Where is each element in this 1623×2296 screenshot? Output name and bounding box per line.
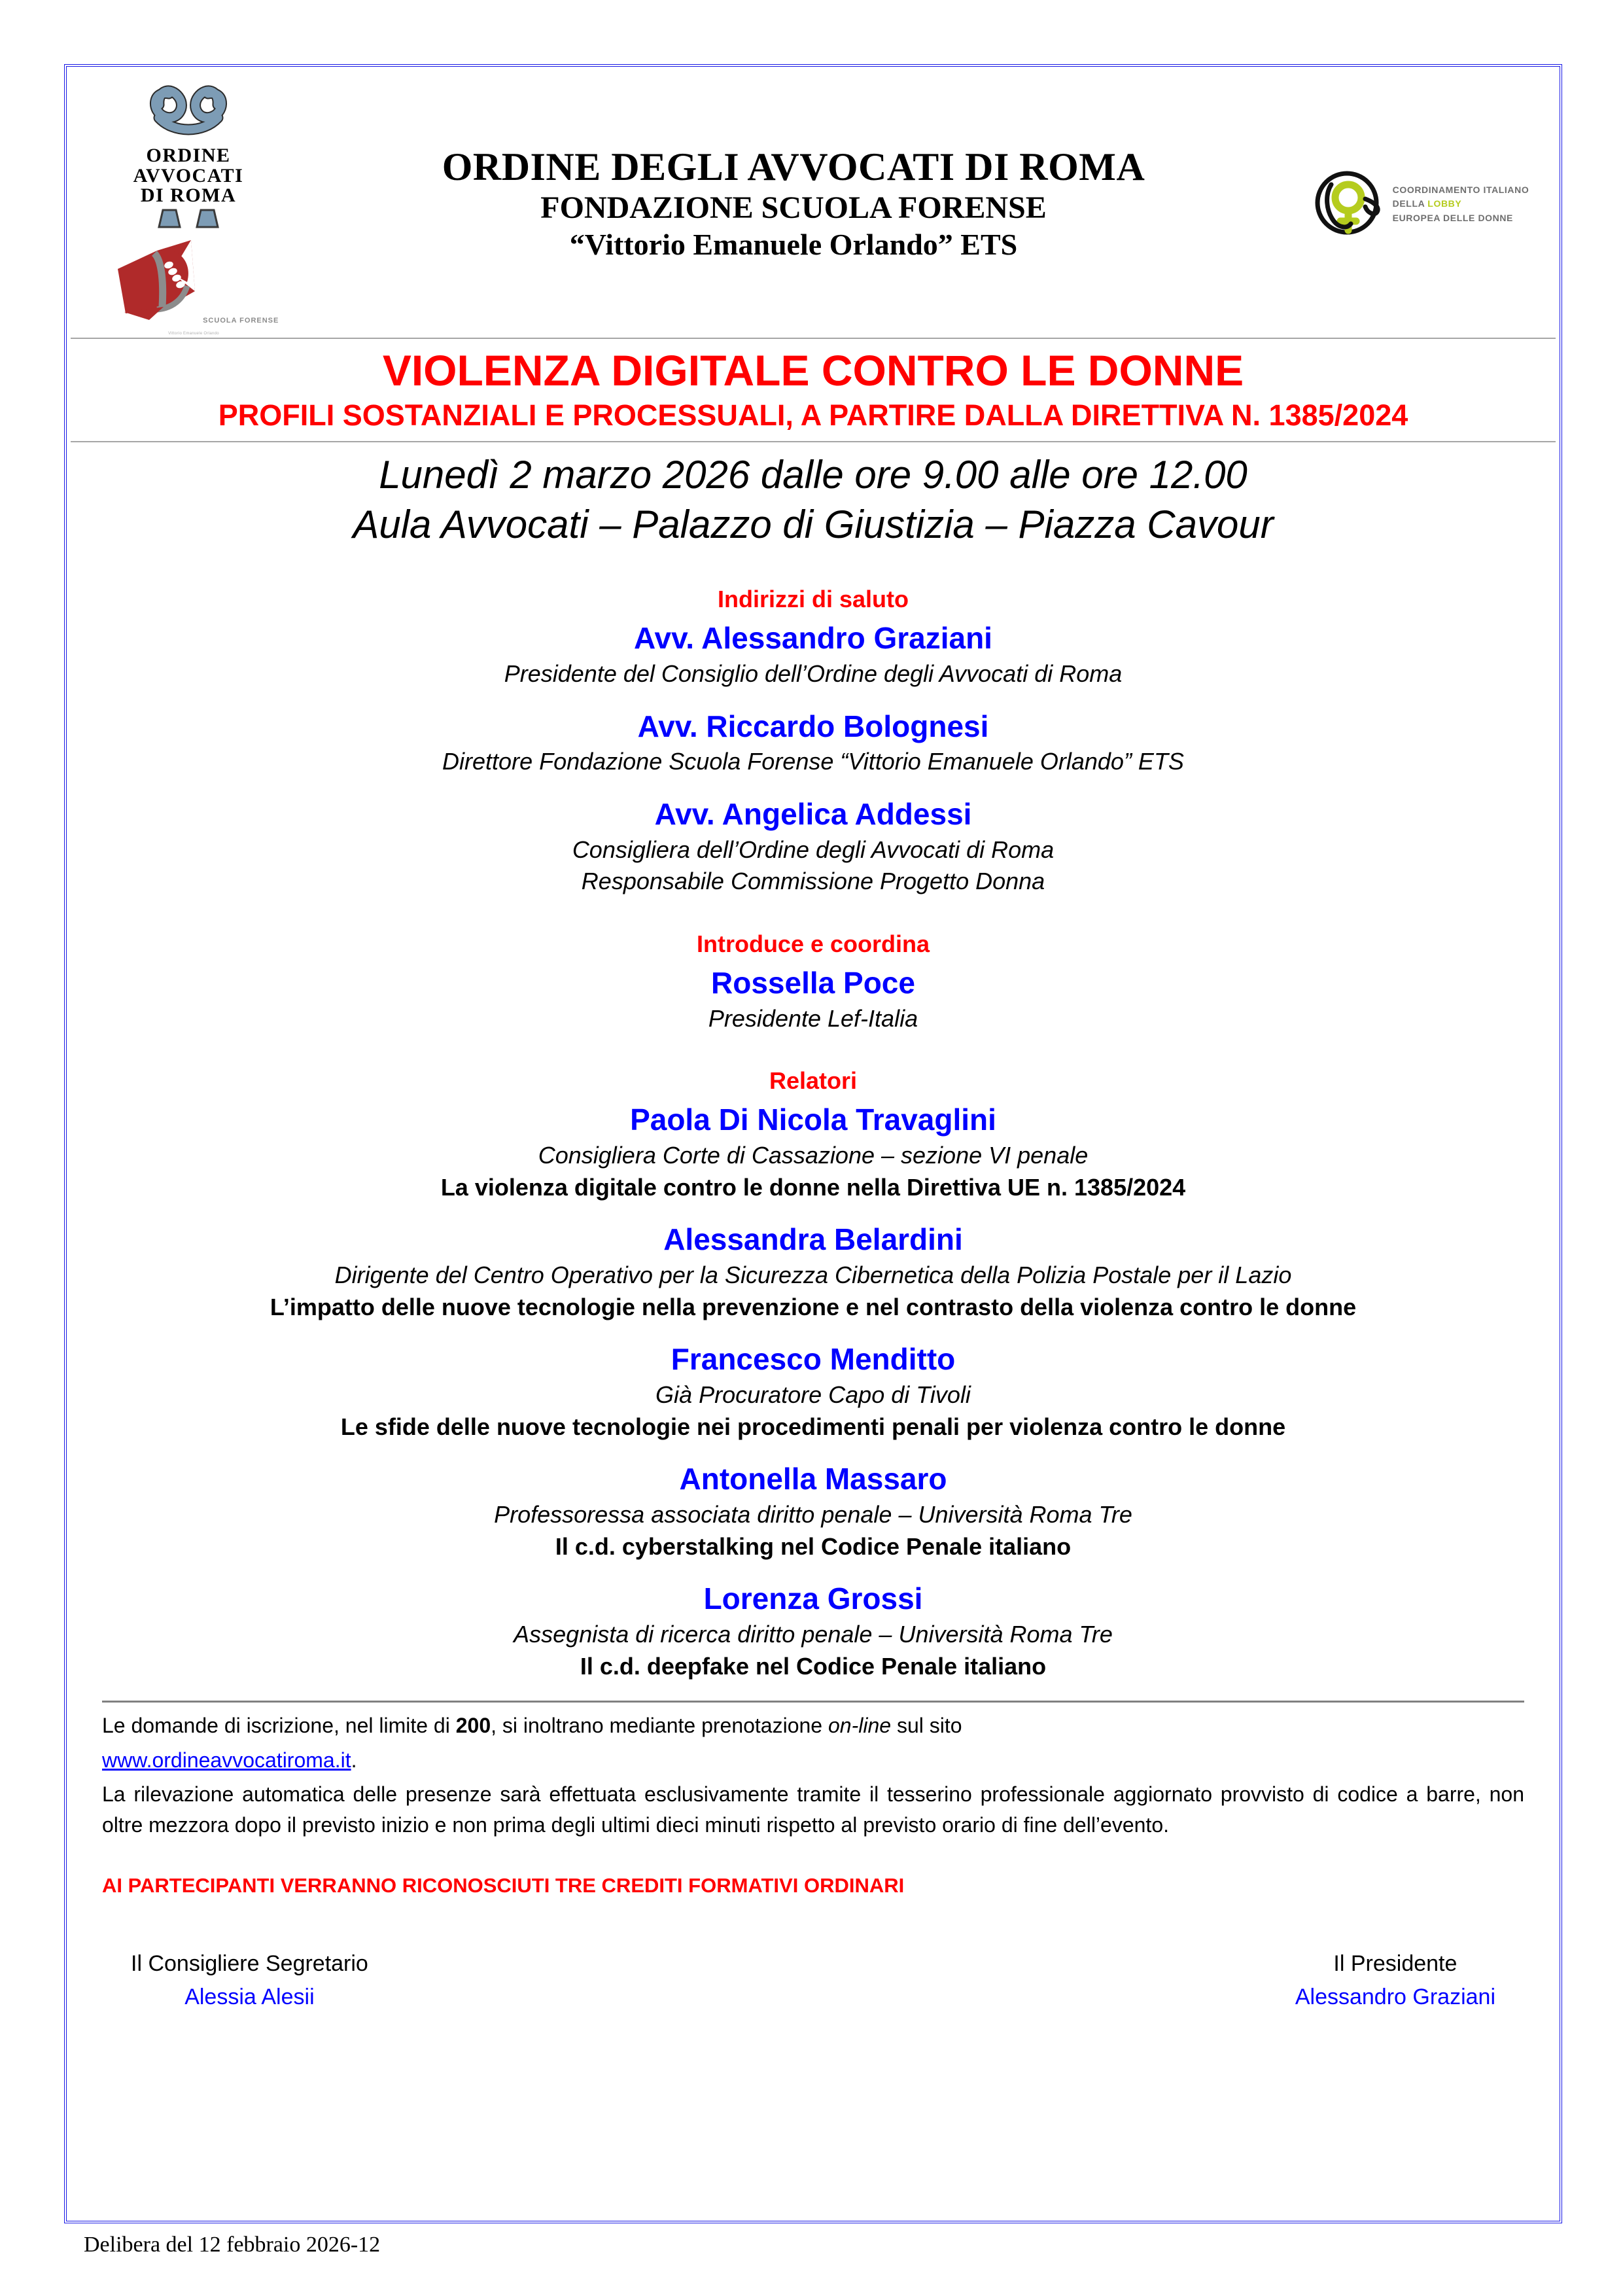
event-when-where-cell — [71, 442, 1556, 561]
speaker-talk-title: L’impatto delle nuove tecnologie nella prevenzione e nel contrasto della violenza contro le donne — [270, 1293, 1357, 1320]
event-venue: Aula Avvocati – Palazzo di Giustizia – Piazza Cavour — [353, 503, 1274, 547]
organization-titles-cell — [306, 71, 1281, 338]
greeting-entry — [110, 619, 1516, 690]
speaker-name: Antonella Massaro — [679, 1462, 947, 1496]
org-title-line1: ORDINE DEGLI AVVOCATI DI ROMA — [442, 145, 1145, 189]
moderator-role: Presidente Lef-Italia — [708, 1004, 918, 1032]
moderator-entry — [110, 964, 1516, 1034]
greeting-role: Presidente del Consiglio dell’Ordine degli Avvocati di Roma — [504, 660, 1123, 688]
lef-text-line3: EUROPEA DELLE DONNE — [1392, 212, 1513, 223]
speaker-talk-title: La violenza digitale contro le donne nella Direttiva UE n. 1385/2024 — [440, 1173, 1186, 1201]
lef-logo-cell — [1281, 71, 1556, 338]
delibera-reference: Delibera del 12 febbraio 2026-12 — [84, 2233, 381, 2257]
moderator-heading: Introduce e coordina — [696, 930, 930, 958]
oar-logo-line3: DI ROMA — [140, 185, 237, 207]
speaker-talk-title: Il c.d. cyberstalking nel Codice Penale italiano — [555, 1532, 1072, 1560]
speaker-role: Già Procuratore Capo di Tivoli — [655, 1381, 971, 1409]
signature-secretary — [131, 1947, 368, 2014]
header-table — [71, 71, 1556, 561]
greeting-role-secondary: Responsabile Commissione Progetto Donna — [581, 868, 1045, 895]
event-datetime: Lunedì 2 marzo 2026 dalle ore 9.00 alle ore 12.00 — [379, 452, 1248, 497]
registration-pre: Le domande di iscrizione, nel limite di — [102, 1714, 456, 1738]
speaker-talk-title: Le sfide delle nuove tecnologie nei procedimenti penali per violenza contro le donne — [340, 1413, 1286, 1440]
registration-online: on-line — [828, 1714, 892, 1738]
signature-secretary-name: Alessia Alesii — [184, 1985, 315, 2010]
document-border — [64, 64, 1562, 2223]
greeting-entry — [110, 707, 1516, 778]
document-inner — [71, 71, 1556, 2217]
open-book-icon — [109, 231, 200, 323]
speaker-entry — [110, 1460, 1516, 1563]
event-when-where-row — [71, 442, 1556, 561]
speaker-entry — [110, 1220, 1516, 1323]
notes-section — [71, 1703, 1556, 1840]
website-link[interactable]: www.ordineavvocatiroma.it — [102, 1748, 351, 1772]
lef-text-lobby: LOBBY — [1427, 198, 1462, 209]
scuola-forense-logo — [109, 231, 279, 338]
greeting-role: Direttore Fondazione Scuola Forense “Vittorio Emanuele Orlando” ETS — [442, 748, 1184, 775]
speakers-heading: Relatori — [769, 1067, 858, 1095]
speaker-entry — [110, 1580, 1516, 1682]
signature-president — [1295, 1947, 1495, 2014]
lef-text-line1: COORDINAMENTO ITALIANO — [1392, 184, 1529, 195]
registration-note — [102, 1710, 1524, 1740]
org-title-line2: FONDAZIONE SCUOLA FORENSE — [540, 190, 1047, 225]
org-title-line3: “Vittorio Emanuele Orlando” ETS — [569, 228, 1018, 262]
event-title-row — [71, 338, 1556, 442]
celtic-knot-icon — [139, 71, 237, 146]
greeting-role: Consigliera dell’Ordine degli Avvocati di Roma — [572, 836, 1055, 863]
speaker-name: Lorenza Grossi — [703, 1581, 923, 1616]
speaker-name: Paola Di Nicola Travaglini — [630, 1103, 996, 1137]
speaker-role: Professoressa associata diritto penale – Università Roma Tre — [494, 1501, 1132, 1528]
header-logo-row — [71, 71, 1556, 338]
lef-text-line2-pre: DELLA — [1392, 198, 1428, 209]
greeting-entry — [110, 795, 1516, 898]
credits-note: AI PARTECIPANTI VERRANNO RICONOSCIUTI TRE CREDITI FORMATIVI ORDINARI — [102, 1873, 905, 1897]
oar-logo-line1: ORDINE — [146, 145, 231, 166]
speaker-role: Dirigente del Centro Operativo per la Sicurezza Cibernetica della Polizia Postale per il Lazio — [334, 1262, 1292, 1289]
speaker-name: Francesco Menditto — [671, 1342, 956, 1377]
scuola-forense-subcaption: Vittorio Emanuele Orlando — [168, 331, 219, 336]
speaker-entry — [110, 1340, 1516, 1443]
left-logos-cell — [71, 71, 306, 338]
website-period: . — [351, 1748, 357, 1772]
speaker-role: Assegnista di ricerca diritto penale – Università Roma Tre — [514, 1621, 1113, 1648]
program-section — [71, 561, 1556, 1694]
speaker-role: Consigliera Corte di Cassazione – sezione VI penale — [538, 1142, 1089, 1169]
lef-lobby-logo-icon — [1308, 165, 1386, 243]
ordine-avvocati-logo — [133, 71, 244, 231]
event-title-cell — [71, 338, 1556, 442]
registration-mid: , si inoltrano mediante prenotazione — [491, 1714, 828, 1738]
signature-secretary-title: Il Consigliere Segretario — [131, 1951, 368, 1977]
greetings-heading: Indirizzi di saluto — [717, 586, 909, 613]
speaker-talk-title: Il c.d. deepfake nel Codice Penale italiano — [580, 1652, 1047, 1680]
signature-president-name: Alessandro Graziani — [1295, 1985, 1495, 2010]
greeting-name: Avv. Riccardo Bolognesi — [637, 709, 989, 743]
event-subtitle: PROFILI SOSTANZIALI E PROCESSUALI, A PARTIRE DALLA DIRETTIVA N. 1385/2024 — [218, 398, 1408, 433]
signature-block — [71, 1899, 1556, 2014]
oar-logo-line2: AVVOCATI — [133, 164, 244, 186]
website-line — [102, 1745, 1524, 1775]
speaker-name: Alessandra Belardini — [663, 1222, 963, 1257]
attendance-note: La rilevazione automatica delle presenze sarà effettuata esclusivamente tramite il tesserino professionale aggiornato provvisto di codice a barre, non oltre mezzora dopo il previsto inizio e non prima degli ultimi dieci minuti rispetto al previsto orario di fine dell’evento. — [102, 1782, 1524, 1837]
registration-limit: 200 — [455, 1714, 491, 1738]
moderator-name: Rossella Poce — [711, 966, 915, 1000]
event-title: VIOLENZA DIGITALE CONTRO LE DONNE — [382, 345, 1244, 395]
registration-post: sul sito — [891, 1714, 962, 1738]
signature-president-title: Il Presidente — [1333, 1951, 1457, 1977]
speaker-entry — [110, 1101, 1516, 1203]
greeting-name: Avv. Alessandro Graziani — [634, 621, 992, 656]
greeting-name: Avv. Angelica Addessi — [654, 797, 972, 832]
scuola-forense-caption: SCUOLA FORENSE — [203, 316, 279, 325]
column-feet-icon — [146, 207, 231, 231]
